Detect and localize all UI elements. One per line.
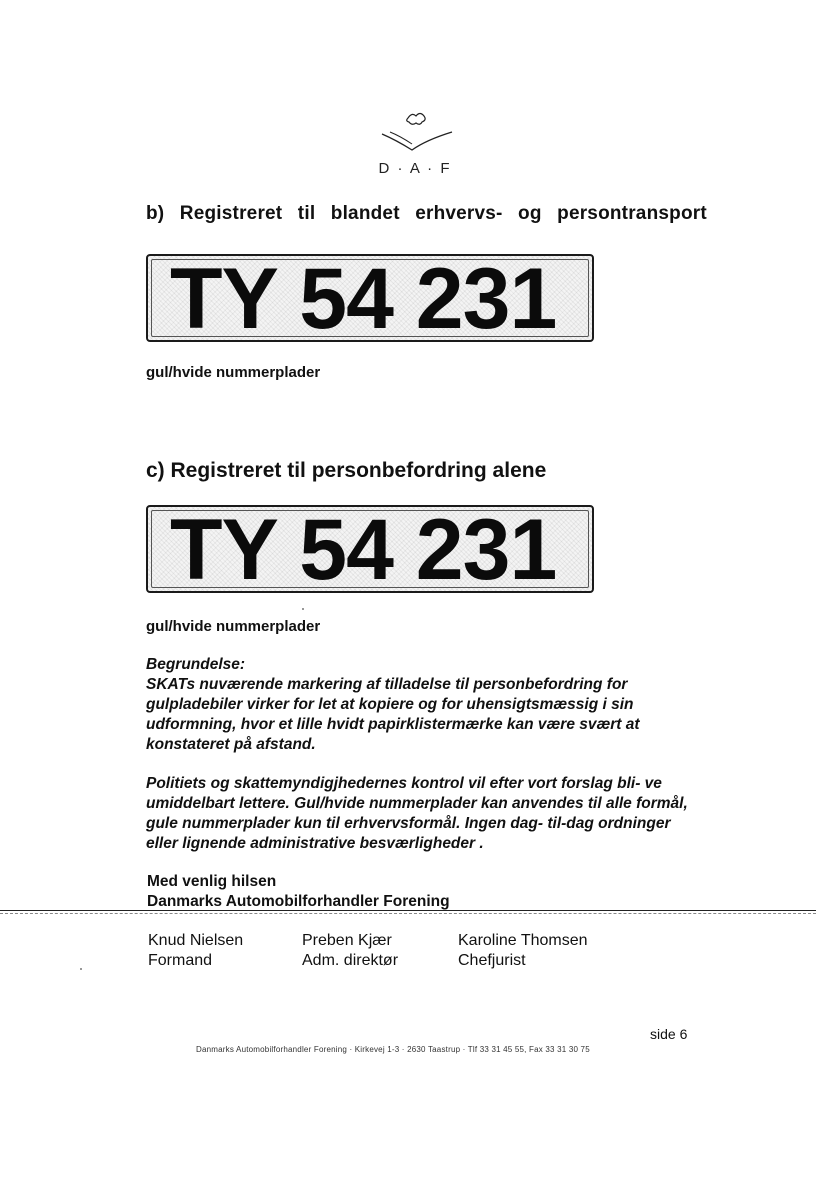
rationale-label: Begrundelse: <box>146 656 246 673</box>
divider <box>0 913 816 914</box>
logo-text: D · A · F <box>378 160 452 177</box>
signatory-name: Preben Kjær <box>302 932 392 949</box>
closing-greeting: Med venlig hilsen <box>147 873 277 890</box>
section-c-heading: c) Registreret til personbefordring alene <box>146 459 547 482</box>
section-b-heading: b) Registreret til blandet erhvervs- og persontransport <box>146 203 707 224</box>
plate-number-c: TY 54 231 <box>170 505 557 593</box>
rationale-paragraph-2: Politiets og skattemyndigjhedernes kontrol vil efter vort forslag bli- ve umiddelbart lettere. Gul/hvide nummerplader kan anvendes til alle formål, gule nummerplader kun til erhvervsformål. Ingen dag- til-dag ordninger eller lignende administrative besværligheder . <box>146 775 688 852</box>
daf-logo-icon <box>370 104 460 160</box>
signatory-name: Karoline Thomsen <box>458 932 588 949</box>
rationale-text: SKATs nuværende markering af tilladelse til personbefordring for gulpladebiler virker for let at kopiere og for uhensigtsmæssig i sin udformning, hvor et lille hvidt papirklistermærke kan være svært at konstateret på afstand. <box>146 676 640 753</box>
footer-address: Danmarks Automobilforhandler Forening · Kirkevej 1-3 · 2630 Taastrup · Tlf 33 31 45 55, Fax 33 31 30 75 <box>196 1045 590 1054</box>
closing-organization: Danmarks Automobilforhandler Forening <box>147 893 450 910</box>
page-number: side 6 <box>650 1026 688 1042</box>
signatory-title: Formand <box>148 952 213 969</box>
signatory-name: Knud Nielsen <box>148 932 244 949</box>
scan-speck <box>302 608 304 610</box>
rationale-block <box>146 655 694 755</box>
daf-logo <box>370 104 460 184</box>
signatory-title: Adm. direktør <box>302 952 399 969</box>
license-plate-b <box>146 254 594 342</box>
section-c-caption: gul/hvide nummerplader <box>146 618 321 635</box>
signatory-title: Chefjurist <box>458 952 526 969</box>
divider <box>0 910 816 911</box>
scan-speck <box>80 968 82 970</box>
signatory <box>458 931 588 971</box>
plate-number-b: TY 54 231 <box>170 254 557 342</box>
section-b-caption: gul/hvide nummerplader <box>146 364 321 381</box>
license-plate-c <box>146 505 594 593</box>
closing-block <box>147 872 450 912</box>
signatory <box>302 931 398 971</box>
signatory <box>148 931 243 971</box>
